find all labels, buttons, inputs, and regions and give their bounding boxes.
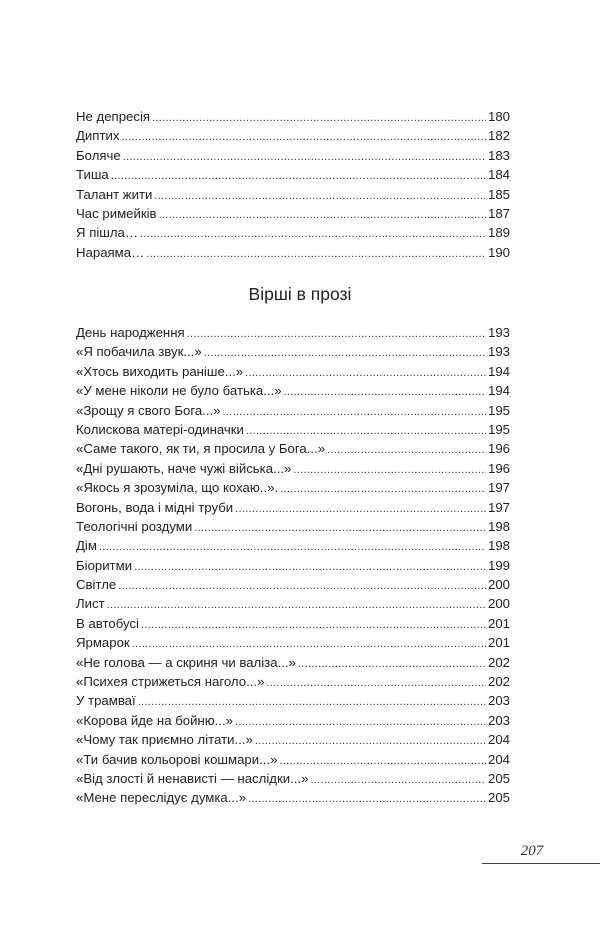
toc-entry-page: 183 — [487, 147, 510, 163]
toc-entry-title: Світле — [76, 577, 117, 593]
toc-leader-dots — [223, 403, 486, 422]
toc-leader-dots — [280, 480, 486, 499]
toc-entry-title: День народження — [76, 325, 185, 340]
toc-entry-page: 201 — [487, 615, 510, 631]
toc-entry-page: 193 — [487, 344, 510, 360]
toc-leader-dots — [118, 577, 486, 596]
toc-entry — [76, 107, 510, 126]
toc-entry — [76, 517, 510, 536]
toc-entry — [76, 146, 510, 165]
toc-leader-dots — [284, 383, 486, 402]
toc-entry-title: Тиша — [76, 167, 109, 183]
toc-entry-page: 205 — [487, 790, 510, 806]
toc-entry-page: 193 — [487, 325, 510, 340]
toc-leader-dots — [152, 109, 486, 128]
toc-leader-dots — [194, 519, 486, 538]
toc-entry — [76, 633, 510, 652]
toc-entry-page: 202 — [487, 654, 510, 670]
toc-entry-title: «Мене переслідує думка...» — [76, 790, 247, 806]
toc-entry — [76, 204, 510, 223]
toc-entry-page: 204 — [487, 751, 510, 767]
toc-entry — [76, 342, 510, 361]
toc-entry-title: Дім — [76, 538, 97, 554]
toc-entry — [76, 536, 510, 555]
toc-entry — [76, 223, 510, 242]
toc-leader-dots — [248, 790, 486, 809]
toc-entry-title: Я пішла… — [76, 225, 139, 241]
toc-entry — [76, 165, 510, 184]
toc-entry-title: «Чому так приємно літати...» — [76, 732, 253, 748]
toc-entry-title: Диптих — [76, 128, 120, 144]
toc-entry — [76, 556, 510, 575]
toc-leader-dots — [123, 148, 486, 167]
toc-entry-page: 195 — [487, 402, 510, 418]
toc-entry — [76, 323, 510, 342]
toc-entry-page: 204 — [487, 732, 510, 748]
toc-entry-page: 187 — [487, 205, 510, 221]
toc-entry-page: 199 — [487, 557, 510, 573]
folio-rule — [482, 863, 600, 864]
section-heading: Вірші в прозі — [248, 284, 352, 304]
toc-leader-dots — [121, 128, 486, 147]
toc-entry-page: 194 — [487, 383, 510, 399]
toc-leader-dots — [111, 167, 486, 186]
toc-leader-dots — [140, 225, 486, 244]
toc-entry — [76, 788, 510, 807]
toc-entry — [76, 243, 510, 262]
toc-entry-title: Не депресія — [76, 109, 151, 124]
toc-entry-page: 203 — [487, 693, 510, 709]
toc-leader-dots — [255, 732, 486, 751]
toc-leader-dots — [298, 655, 486, 674]
toc-entry — [76, 711, 510, 730]
toc-entry-title: Біоритми — [76, 557, 133, 573]
toc-entry — [76, 459, 510, 478]
toc-entry-page: 200 — [487, 577, 510, 593]
toc-entry — [76, 691, 510, 710]
toc-leader-dots — [146, 245, 486, 264]
toc-leader-dots — [141, 616, 486, 635]
toc-entry — [76, 750, 510, 769]
toc-entry-page: 184 — [487, 167, 510, 183]
toc-entry-page: 203 — [487, 712, 510, 728]
toc-entry-title: «Психея стрижеться наголо...» — [76, 674, 265, 690]
toc-entry — [76, 498, 510, 517]
toc-entry — [76, 126, 510, 145]
toc-leader-dots — [134, 558, 486, 577]
toc-entry — [76, 672, 510, 691]
toc-entry — [76, 653, 510, 672]
toc-entry-title: Боляче — [76, 147, 121, 163]
toc-leader-dots — [327, 441, 486, 460]
toc-entry — [76, 401, 510, 420]
toc-leader-dots — [107, 596, 486, 615]
toc-entry-title: Вогонь, вода і мідні труби — [76, 499, 234, 515]
toc-entry-title: «Від злості й ненависті — наслідки...» — [76, 770, 309, 786]
toc-leader-dots — [293, 461, 486, 480]
toc-entry-title: «Я побачила звук...» — [76, 344, 202, 360]
toc-entry-title: «Дні рушають, наче чужі війська...» — [76, 460, 292, 476]
toc-entry-page: 189 — [487, 225, 510, 241]
toc-leader-dots — [235, 500, 486, 519]
toc-entry-title: «У мене ніколи не було батька...» — [76, 383, 282, 399]
toc-entry-title: Ярмарок — [76, 635, 130, 651]
toc-entry — [76, 575, 510, 594]
toc-entry — [76, 478, 510, 497]
toc-list-prose-poems — [76, 323, 510, 808]
toc-entry-title: Колискова матері-одиначки — [76, 421, 244, 437]
toc-entry — [76, 381, 510, 400]
toc-entry-page: 202 — [487, 674, 510, 690]
toc-entry-title: «Не голова — а скриня чи валіза...» — [76, 654, 296, 670]
toc-entry-page: 182 — [487, 128, 510, 144]
toc-entry-title: В автобусі — [76, 615, 139, 631]
toc-leader-dots — [310, 771, 486, 790]
toc-entry-title: «Хтось виходить раніше...» — [76, 363, 244, 379]
toc-entry-page: 205 — [487, 770, 510, 786]
toc-entry-title: Лист — [76, 596, 105, 612]
toc-entry-page: 198 — [487, 538, 510, 554]
toc-entry-page: 185 — [487, 186, 510, 202]
toc-entry-title: У трамваї — [76, 693, 136, 709]
toc-leader-dots — [235, 713, 486, 732]
toc-entry-page: 195 — [487, 421, 510, 437]
toc-leader-dots — [204, 344, 486, 363]
toc-entry-title: «Ти бачив кольорові кошмари...» — [76, 751, 278, 767]
page-number: 207 — [520, 843, 544, 859]
toc-entry — [76, 769, 510, 788]
toc-leader-dots — [159, 206, 486, 225]
toc-leader-dots — [154, 187, 486, 206]
toc-leader-dots — [279, 752, 486, 771]
toc-entry-title: Нараяма… — [76, 244, 145, 260]
toc-entry — [76, 730, 510, 749]
toc-leader-dots — [266, 674, 486, 693]
toc-entry — [76, 614, 510, 633]
toc-leader-dots — [187, 325, 486, 344]
toc-entry-page: 201 — [487, 635, 510, 651]
toc-entry-page: 190 — [487, 244, 510, 260]
toc-entry-title: Теологічні роздуми — [76, 518, 193, 534]
toc-entry — [76, 362, 510, 381]
toc-entry-title: Талант жити — [76, 186, 153, 202]
toc-entry-title: «Корова йде на бойню...» — [76, 712, 233, 728]
toc-entry-page: 198 — [487, 518, 510, 534]
toc-entry-page: 194 — [487, 363, 510, 379]
toc-entry-title: «Якось я зрозуміла, що кохаю..». — [76, 480, 279, 496]
toc-entry — [76, 594, 510, 613]
toc-entry-title: Час римейків — [76, 205, 157, 221]
toc-leader-dots — [99, 538, 486, 557]
toc-entry — [76, 420, 510, 439]
toc-entry-page: 196 — [487, 441, 510, 457]
toc-list-poems — [76, 107, 510, 262]
toc-entry — [76, 439, 510, 458]
toc-entry-page: 180 — [487, 109, 510, 124]
toc-entry-page: 197 — [487, 499, 510, 515]
toc-entry-page: 197 — [487, 480, 510, 496]
toc-entry-title: «Зрощу я свого Бога...» — [76, 402, 221, 418]
toc-entry-title: «Саме такого, як ти, я просила у Бога...» — [76, 441, 326, 457]
toc-entry — [76, 185, 510, 204]
toc-entry-page: 196 — [487, 460, 510, 476]
toc-entry-page: 200 — [487, 596, 510, 612]
